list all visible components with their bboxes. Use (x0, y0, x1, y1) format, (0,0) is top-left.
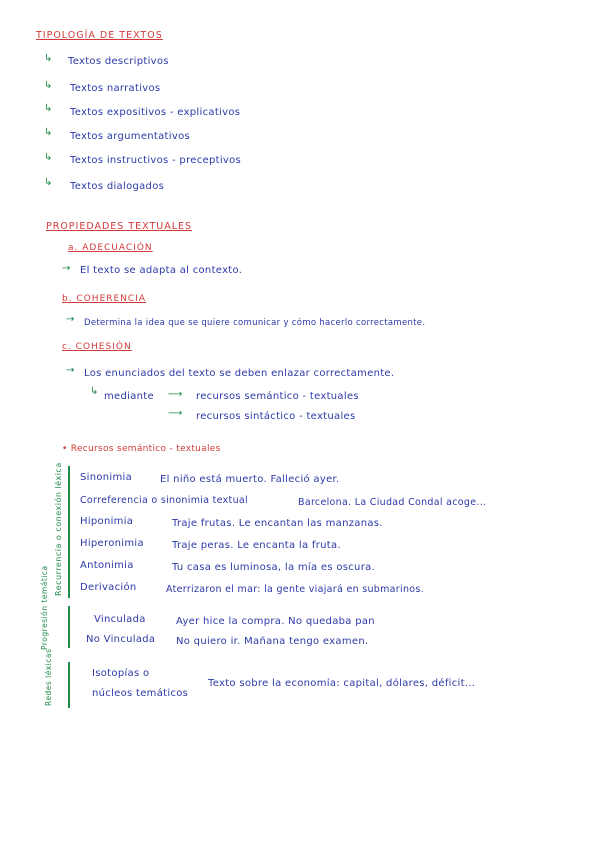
term: núcleos temáticos (92, 688, 189, 699)
list-item: Textos descriptivos (68, 56, 169, 67)
example: Traje frutas. Le encantan las manzanas. (172, 518, 383, 529)
arrow-icon: → (66, 365, 75, 376)
term: Hiperonimia (80, 538, 144, 549)
arrow-icon: ↳ (44, 177, 53, 188)
term: No Vinculada (86, 634, 156, 645)
arrow-icon: ↳ (44, 103, 53, 114)
list-item: Textos argumentativos (70, 131, 191, 142)
brace-redes (68, 662, 70, 708)
example: No quiero ir. Mañana tengo examen. (176, 636, 369, 647)
term: Isotopías o (92, 668, 150, 679)
term: Vinculada (94, 614, 146, 625)
list-item: Textos narrativos (70, 83, 161, 94)
example: Texto sobre la economía: capital, dólares, déficit... (208, 678, 476, 689)
example: Aterrizaron el mar: la gente viajará en submarinos. (166, 584, 424, 595)
arrow-icon: → (62, 263, 71, 274)
arrow-icon: → (66, 314, 75, 325)
recurso-item: recursos semántico - textuales (196, 391, 359, 402)
label-redes: Redes léxicas (44, 648, 53, 706)
example: Traje peras. Le encanta la fruta. (172, 540, 341, 551)
label-recurrencia: Recurrencia o conexión léxica (54, 462, 63, 596)
section-title-tipologia: TIPOLOGÍA DE TEXTOS (36, 30, 163, 41)
section-title-propiedades: PROPIEDADES TEXTUALES (46, 221, 193, 232)
arrow-icon: ↳ (44, 127, 53, 138)
cohesion-text: Los enunciados del texto se deben enlazar correctamente. (84, 368, 395, 379)
term: Correferencia o sinonimia textual (80, 495, 248, 506)
heading-coherencia: b. COHERENCIA (62, 294, 147, 304)
term: Derivación (80, 582, 137, 593)
arrow-icon: ↳ (90, 386, 99, 397)
adecuacion-text: El texto se adapta al contexto. (80, 265, 243, 276)
list-item: Textos dialogados (70, 181, 165, 192)
example: Ayer hice la compra. No quedaba pan (176, 616, 375, 627)
mediante-label: mediante (104, 391, 154, 402)
term: Antonimia (80, 560, 134, 571)
recursos-title: • Recursos semántico - textuales (62, 444, 221, 454)
list-item: Textos instructivos - preceptivos (70, 155, 242, 166)
example: Tu casa es luminosa, la mía es oscura. (172, 562, 376, 573)
brace-progresion (68, 606, 70, 648)
coherencia-text: Determina la idea que se quiere comunicar y cómo hacerlo correctamente. (84, 318, 426, 328)
term: Sinonimia (80, 472, 133, 483)
brace-recurrencia (68, 466, 70, 598)
term: Hiponimia (80, 516, 134, 527)
arrow-icon: ↳ (44, 80, 53, 91)
recurso-item: recursos sintáctico - textuales (196, 411, 356, 422)
list-item: Textos expositivos - explicativos (70, 107, 241, 118)
example: Barcelona. La Ciudad Condal acoge... (298, 497, 487, 508)
arrow-icon: ⟶ (168, 389, 183, 400)
arrow-icon: ⟶ (168, 408, 183, 419)
heading-adecuacion: a. ADECUACIÓN (68, 243, 153, 253)
arrow-icon: ↳ (44, 152, 53, 163)
example: El niño está muerto. Falleció ayer. (160, 474, 340, 485)
label-progresion: Progresión temática (40, 565, 49, 650)
heading-cohesion: c. COHESIÓN (62, 342, 132, 352)
arrow-icon: ↳ (44, 53, 53, 64)
